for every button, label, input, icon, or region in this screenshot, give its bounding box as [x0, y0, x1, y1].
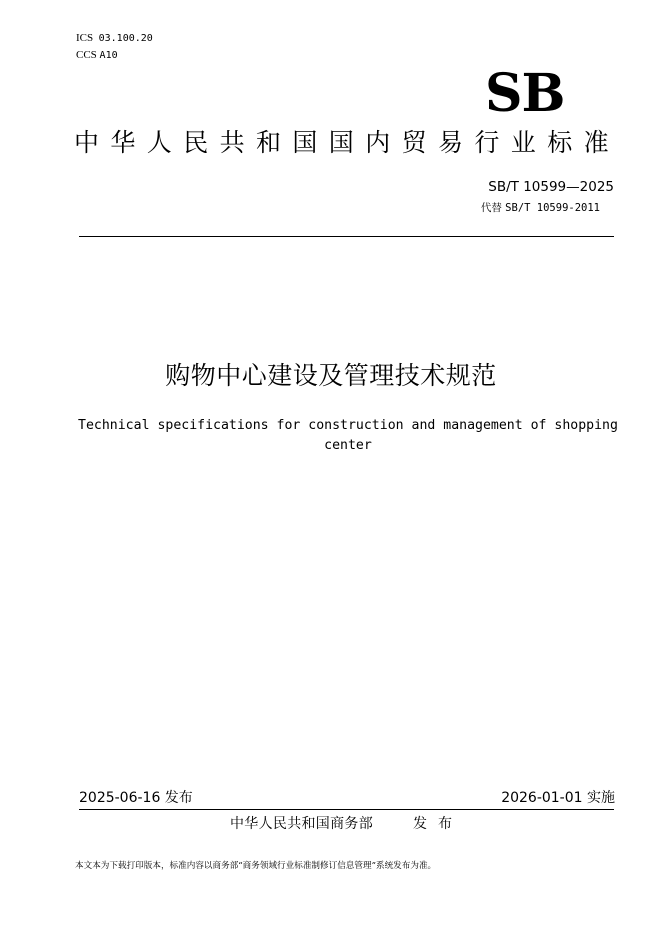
- issue-word: 发布: [413, 816, 463, 832]
- ics-label: ICS: [76, 32, 94, 44]
- english-title-line-1: Technical specifications for construction and management of shopping: [78, 418, 618, 433]
- replaces-label: 代替: [480, 202, 502, 214]
- replaces-number: SB/T 10599-2011: [505, 202, 600, 214]
- issuing-authority: 中华人民共和国商务部: [230, 816, 373, 832]
- replaces-note: [481, 201, 600, 215]
- issue-date: 2025-06-16 发布: [79, 790, 193, 806]
- standard-category-title: 中华人民共和国国内贸易行业标准: [74, 128, 621, 157]
- ics-code: [76, 31, 153, 46]
- ccs-label: CCS: [76, 49, 97, 61]
- implementation-date: 2026-01-01 实施: [501, 790, 615, 806]
- sb-logo: SB: [485, 63, 565, 124]
- download-note: 本文本为下载打印版本，标准内容以商务部“商务领域行业标准制修订信息管理”系统发布为准。: [75, 861, 437, 871]
- footer-divider: [79, 809, 614, 810]
- document-title-english: [78, 416, 618, 456]
- document-title-chinese: 购物中心建设及管理技术规范: [165, 361, 497, 390]
- header-divider: [79, 236, 614, 237]
- ics-number: 03.100.20: [98, 33, 153, 44]
- ccs-number: A10: [99, 50, 118, 61]
- ccs-code: [76, 48, 118, 63]
- english-title-line-2: center: [324, 438, 372, 453]
- standard-number: SB/T 10599—2025: [488, 179, 614, 195]
